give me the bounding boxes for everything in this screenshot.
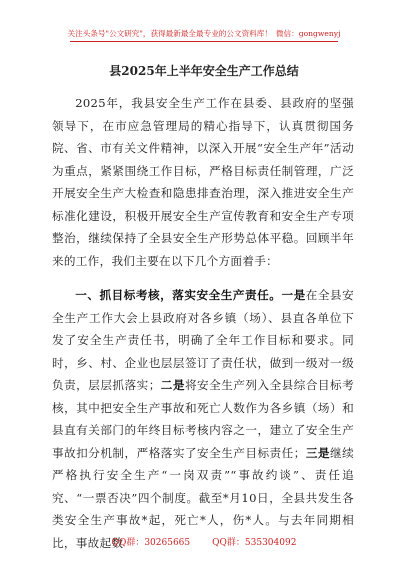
qq-group-2: QQ群：535304092: [212, 538, 297, 548]
point-3-label: 三是: [305, 445, 330, 460]
intro-paragraph: 2025年，我县安全生产工作在县委、县政府的坚强领导下，在市应急管理局的精心指导下，认真贯彻国务院、省、市有关文件精神，以深入开展“安全生产年”活动为重点，紧紧围绕工作目标，严格目标责任制管理，广泛开展安全生产大检查和隐患排查治理，深入推进安全生产标准化建设，积极开展安全生产宣传教育和安全生产专项整治，继续保持了全县安全生产形势总体平稳。回顾半年来的工作，我们主要在以下几个方面着手：: [52, 96, 354, 268]
section-1-heading: 一、抓目标考核，落实安全生产责任。: [75, 288, 282, 302]
qq-group-1: QQ群：30265665: [111, 538, 191, 548]
document-body: [52, 92, 354, 554]
document-title: 县2025年上半年安全生产工作总结: [109, 64, 299, 78]
point-1-label: 一是: [281, 288, 306, 302]
header-divider: [70, 41, 338, 42]
wechat-id: 微信：gongwenyj: [275, 29, 341, 38]
promo-header: [0, 28, 408, 39]
point-3-text: 继续严格执行安全生产“一岗双责”“事故约谈”、责任追究、“一票否决”四个制度。截至*月10日，全县共发生各类安全生产事故*起，死亡*人，伤*人。与去年同期相比，事故起数: [52, 445, 354, 550]
point-1-text: 在全县安全生产工作大会上县政府对各乡镇（场）、县直各单位下发了安全生产责任书，明确了全年工作目标和要求。同时，乡、村、企业也层层签订了责任状，做到一级对一级负责，层层抓落实；: [52, 288, 354, 392]
point-2-text: 将安全生产列入全县综合目标考核，其中把安全生产事故和死亡人数作为各乡镇（场）和县直有关部门的年终目标考核内容之一，建立了安全生产事故扣分机制，严格落实了安全生产目标责任；: [52, 378, 354, 460]
point-2-label: 二是: [160, 378, 185, 392]
promo-text: 关注头条号"公文研究"，获得最新最全最专业的公文资料库！: [67, 29, 272, 38]
section-1-paragraph: [52, 284, 354, 554]
footer: [0, 535, 408, 548]
